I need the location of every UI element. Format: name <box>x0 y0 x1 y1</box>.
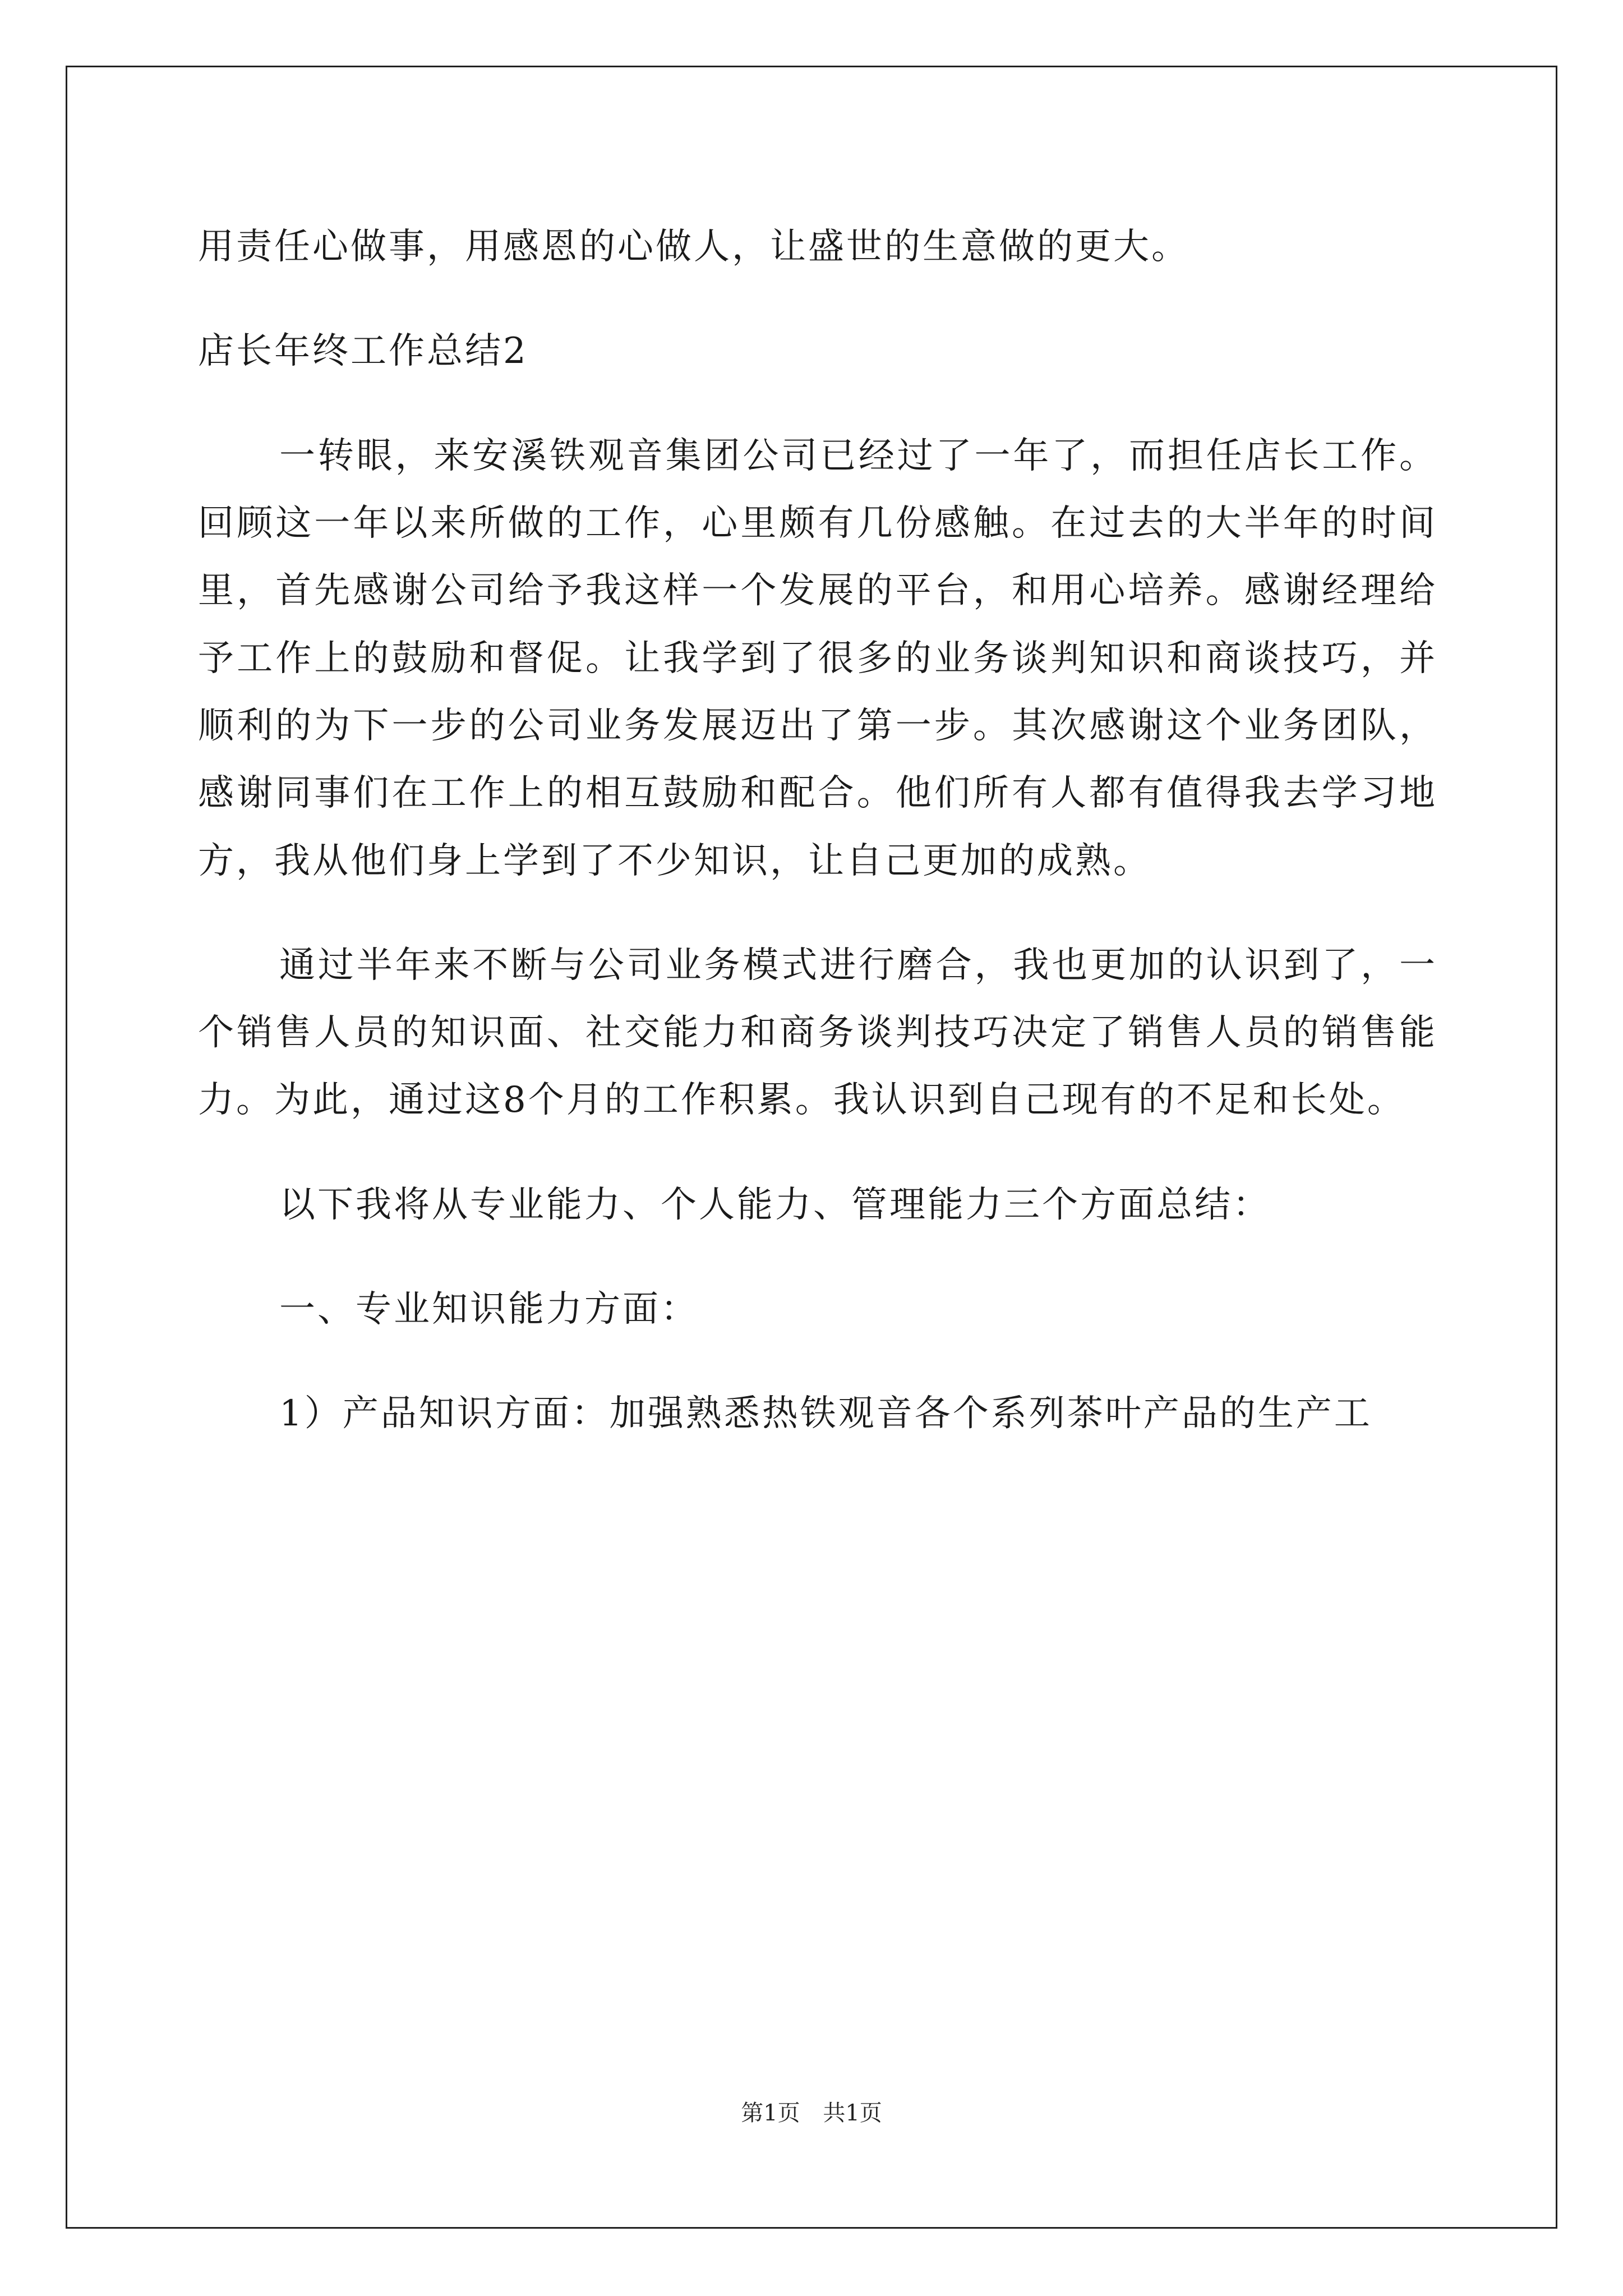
page-number: 第1页 <box>741 2100 800 2126</box>
document-body <box>198 213 1437 1448</box>
page-total: 共1页 <box>823 2100 882 2126</box>
page-footer <box>0 2095 1623 2127</box>
paragraph: 通过半年来不断与公司业务模式进行磨合，我也更加的认识到了，一个销售人员的知识面、社交能力和商务谈判技巧决定了销售人员的销售能力。为此，通过这8个月的工作积累。我认识到自己现有的不足和长处。 <box>198 944 1437 1121</box>
paragraph: 一转眼，来安溪铁观音集团公司已经过了一年了，而担任店长工作。回顾这一年以来所做的工作，心里颇有几份感触。在过去的大半年的时间里，首先感谢公司给予我这样一个发展的平台，和用心培养。感谢经理给予工作上的鼓励和督促。让我学到了很多的业务谈判知识和商谈技巧，并顺利的为下一步的公司业务发展迈出了第一步。其次感谢这个业务团队，感谢同事们在工作上的相互鼓励和配合。他们所有人都有值得我去学习地方，我从他们身上学到了不少知识，让自己更加的成熟。 <box>198 435 1437 882</box>
paragraph: 以下我将从专业能力、个人能力、管理能力三个方面总结： <box>279 1184 1271 1226</box>
paragraph: 一、专业知识能力方面： <box>279 1289 699 1331</box>
paragraph: 1）产品知识方面：加强熟悉热铁观音各个系列茶叶产品的生产工 <box>279 1393 1372 1435</box>
paragraph: 用责任心做事，用感恩的心做人，让盛世的生意做的更大。 <box>198 226 1189 268</box>
section-heading: 店长年终工作总结2 <box>198 330 528 372</box>
